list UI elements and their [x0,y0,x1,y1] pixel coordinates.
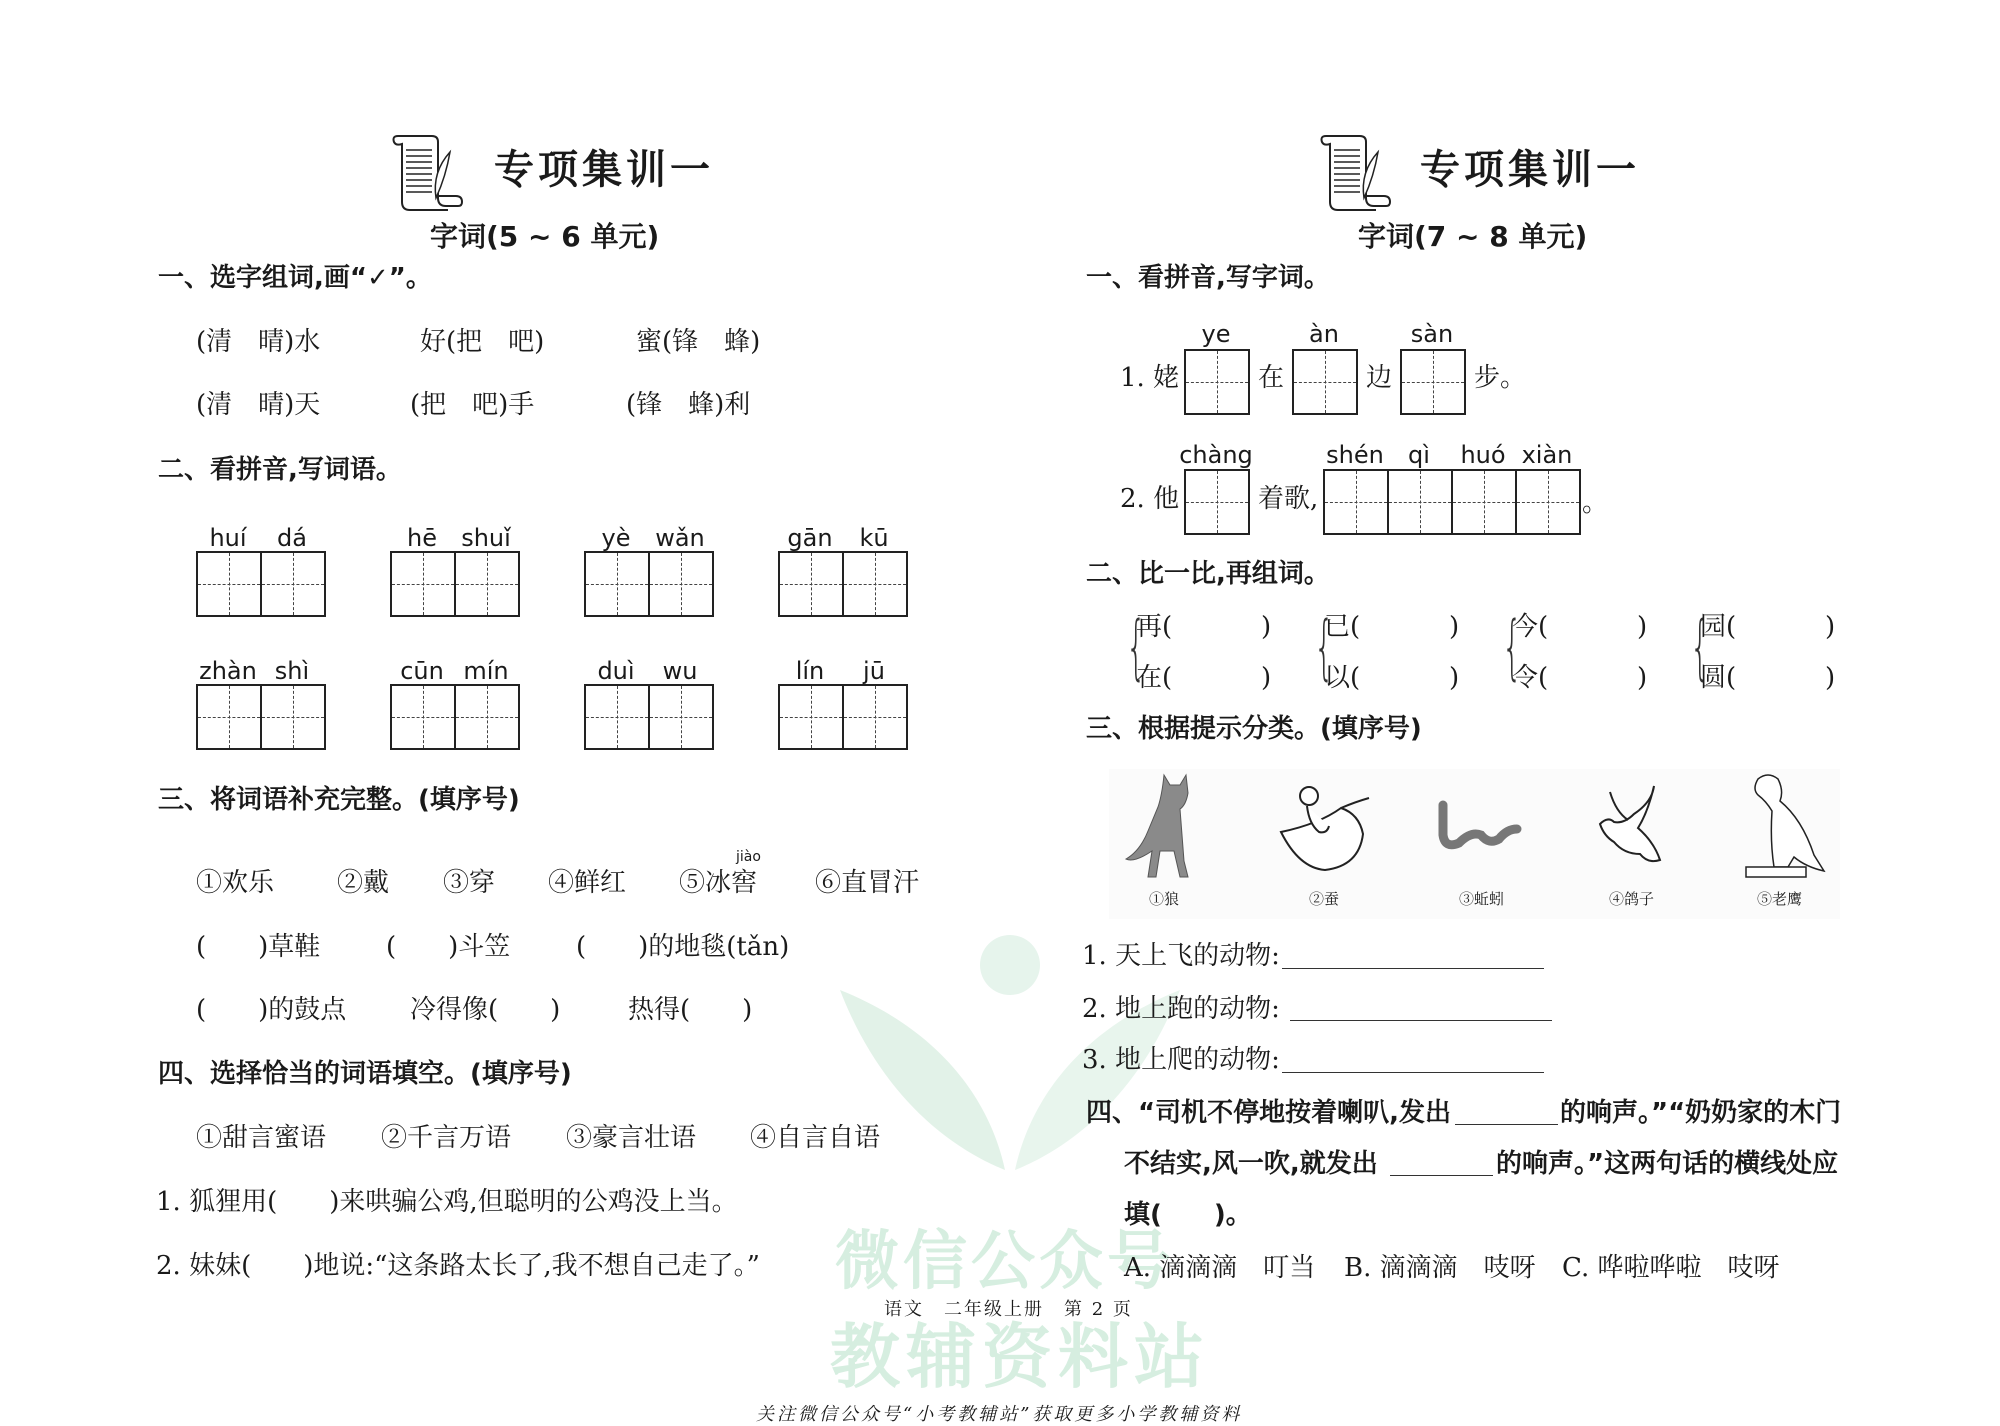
pinyin: sàn [1410,320,1454,348]
writing-cell[interactable] [1292,349,1358,415]
fill-blank-item[interactable]: 热得( ) [628,995,753,1025]
animal-label: ⑤老鹰 [1757,890,1803,908]
option-item: ⑤冰窖 [679,868,758,898]
eagle-icon [1744,771,1829,886]
close-paren: ) [1449,612,1460,642]
option-item: ③穿 [443,868,496,898]
option-item: ③豪言壮语 [566,1123,697,1153]
scroll-quill-icon [392,132,464,212]
section-4-answer[interactable]: 填( )。 [1124,1200,1252,1230]
answer-line[interactable] [1282,1072,1544,1073]
writing-cell[interactable] [842,684,908,750]
silkworm-icon [1279,784,1379,874]
writing-cell[interactable] [584,684,650,750]
option-a[interactable]: A. 滴滴滴 叮当 [1124,1253,1316,1283]
pinyin: jū [863,657,885,685]
fill-blank-item[interactable]: 冷得像( ) [410,995,561,1025]
choice-item[interactable]: 好(把 吧) [420,327,545,357]
pinyin: mín [463,657,509,685]
writing-cell[interactable] [1184,349,1250,415]
close-paren: ) [1637,663,1648,693]
section-2-heading: 二、比一比,再组词。 [1086,559,1330,589]
pinyin: wu [662,657,698,685]
pinyin: duì [597,657,635,685]
close-paren: ) [1825,612,1836,642]
question-2[interactable]: 2. 妹妹( )地说:“这条路太长了,我不想自己走了。” [156,1251,760,1281]
option-item: ②千言万语 [381,1123,512,1153]
option-c[interactable]: C. 哗啦哗啦 吱呀 [1562,1253,1780,1283]
page-title: 专项集训一 [494,147,714,193]
pinyin: kū [859,524,889,552]
page-subtitle: 字词(7 ~ 8 单元) [1358,220,1588,253]
section-1-heading: 一、看拼音,写字词。 [1086,263,1330,293]
pinyin: lín [795,657,825,685]
pinyin: dá [277,524,307,552]
choice-item[interactable]: (清 晴)水 [196,327,321,357]
pinyin: cūn [400,657,444,685]
classify-question: 1. 天上飞的动物: [1082,941,1280,971]
earthworm-icon [1437,799,1522,859]
brace-icon: { [1126,606,1147,688]
section-4-text: 的响声。”这两句话的横线处应 [1496,1149,1839,1179]
animal-label: ①狼 [1149,890,1180,908]
compare-item[interactable]: 再( [1136,612,1173,642]
watermark-text-2: 教辅资料站 [830,1316,1210,1398]
writing-cell[interactable] [778,551,844,617]
option-item: ①甜言蜜语 [196,1123,327,1153]
writing-cell[interactable] [648,684,714,750]
compare-item[interactable]: 令( [1512,663,1549,693]
brace-icon: { [1314,606,1335,688]
pinyin: huí [209,524,247,552]
section-4-heading: 四、选择恰当的词语填空。(填序号) [158,1059,572,1089]
pinyin: zhàn [199,657,257,685]
animal-picture-panel [1109,769,1840,919]
pinyin: shén [1326,441,1384,469]
writing-cell[interactable] [778,684,844,750]
option-item: ④自言自语 [750,1123,881,1153]
writing-cell[interactable] [584,551,650,617]
option-item: ④鲜红 [548,868,627,898]
page-footer: 语文 二年级上册 第 2 页 [884,1299,1133,1320]
pinyin: yè [601,524,631,552]
pinyin: huó [1460,441,1506,469]
section-2-heading: 二、看拼音,写词语。 [158,455,402,485]
fill-blank-item[interactable]: ( )斗笠 [386,932,511,962]
pinyin: qì [1408,441,1430,469]
compare-item[interactable]: 园( [1700,612,1737,642]
animal-label: ②蚕 [1309,890,1340,908]
writing-cell[interactable] [196,684,262,750]
brace-icon: { [1690,606,1711,688]
section-3-heading: 三、根据提示分类。(填序号) [1086,714,1422,744]
writing-cell[interactable] [390,684,456,750]
close-paren: ) [1637,612,1648,642]
wolf-icon [1124,771,1214,881]
q2-prefix: 2. 他 [1120,484,1180,514]
q1-text: 在 [1258,363,1285,393]
section-1-heading: 一、选字组词,画“✓”。 [158,263,432,293]
writing-cell[interactable] [1323,469,1389,535]
writing-cell[interactable] [260,551,326,617]
writing-cell[interactable] [648,551,714,617]
option-item: ①欢乐 [196,868,275,898]
section-4-text: 的响声。”“奶奶家的木门 [1560,1098,1842,1128]
q1-prefix: 1. 姥 [1120,363,1180,393]
option-item: ⑥直冒汗 [815,868,920,898]
close-paren: ) [1261,612,1272,642]
choice-item[interactable]: (把 吧)手 [410,390,535,420]
writing-cell[interactable] [390,551,456,617]
q2-suffix: 。 [1582,488,1609,518]
dove-icon [1594,784,1674,874]
page-subtitle: 字词(5 ~ 6 单元) [430,220,660,253]
close-paren: ) [1261,663,1272,693]
animal-label: ③蚯蚓 [1459,890,1505,908]
compare-item[interactable]: 已( [1324,612,1361,642]
pinyin: ye [1201,320,1231,348]
bottom-note: 关注微信公众号“小考教辅站”获取更多小学教辅资料 [756,1404,1243,1425]
pinyin: xiàn [1521,441,1573,469]
writing-cell[interactable] [1451,469,1517,535]
writing-cell[interactable] [196,551,262,617]
scroll-quill-icon [1320,132,1392,212]
pinyin: wǎn [655,524,705,552]
watermark-text-1: 微信公众号 [835,1225,1175,1299]
section-3-heading: 三、将词语补充完整。(填序号) [158,785,520,815]
pinyin: shuǐ [461,524,511,552]
compare-item[interactable]: 在( [1136,663,1173,693]
question-1[interactable]: 1. 狐狸用( )来哄骗公鸡,但聪明的公鸡没上当。 [156,1187,738,1217]
classify-question: 2. 地上跑的动物: [1082,994,1280,1024]
writing-cell[interactable] [260,684,326,750]
writing-cell[interactable] [1400,349,1466,415]
pinyin: shì [274,657,310,685]
option-item: ②戴 [337,868,390,898]
close-paren: ) [1825,663,1836,693]
page-title: 专项集训一 [1420,147,1640,193]
blank-line[interactable] [1455,1124,1558,1125]
writing-cell[interactable] [454,551,520,617]
fill-blank-item[interactable]: ( )的地毯(tǎn) [576,932,790,962]
option-b[interactable]: B. 滴滴滴 吱呀 [1344,1253,1536,1283]
section-4-text: 不结实,风一吹,就发出 [1124,1149,1378,1179]
q1-text: 边 [1366,363,1393,393]
pinyin: hē [407,524,437,552]
writing-cell[interactable] [842,551,908,617]
brace-icon: { [1502,606,1523,688]
fill-blank-item[interactable]: ( )草鞋 [196,932,321,962]
compare-item[interactable]: 今( [1512,612,1549,642]
writing-cell[interactable] [1387,469,1453,535]
fill-blank-item[interactable]: ( )的鼓点 [196,995,347,1025]
pinyin: àn [1309,320,1339,348]
blank-line[interactable] [1390,1175,1493,1176]
q2-text: 着歌, [1258,484,1319,514]
choice-item[interactable]: (锋 蜂)利 [626,390,751,420]
compare-item[interactable]: 圆( [1700,663,1737,693]
choice-item[interactable]: (清 晴)天 [196,390,321,420]
section-4-text: 四、“司机不停地按着喇叭,发出 [1086,1098,1451,1128]
classify-question: 3. 地上爬的动物: [1082,1045,1280,1075]
close-paren: ) [1449,663,1460,693]
writing-cell[interactable] [1184,469,1250,535]
writing-cell[interactable] [1515,469,1581,535]
compare-item[interactable]: 以( [1324,663,1361,693]
q1-suffix: 步。 [1474,363,1527,393]
answer-line[interactable] [1282,968,1544,969]
animal-label: ④鸽子 [1609,890,1655,908]
pinyin-annotation: jiào [736,849,761,865]
answer-line[interactable] [1290,1020,1552,1021]
pinyin: gān [787,524,833,552]
pinyin: chàng [1179,441,1253,469]
choice-item[interactable]: 蜜(锋 蜂) [636,327,761,357]
writing-cell[interactable] [454,684,520,750]
